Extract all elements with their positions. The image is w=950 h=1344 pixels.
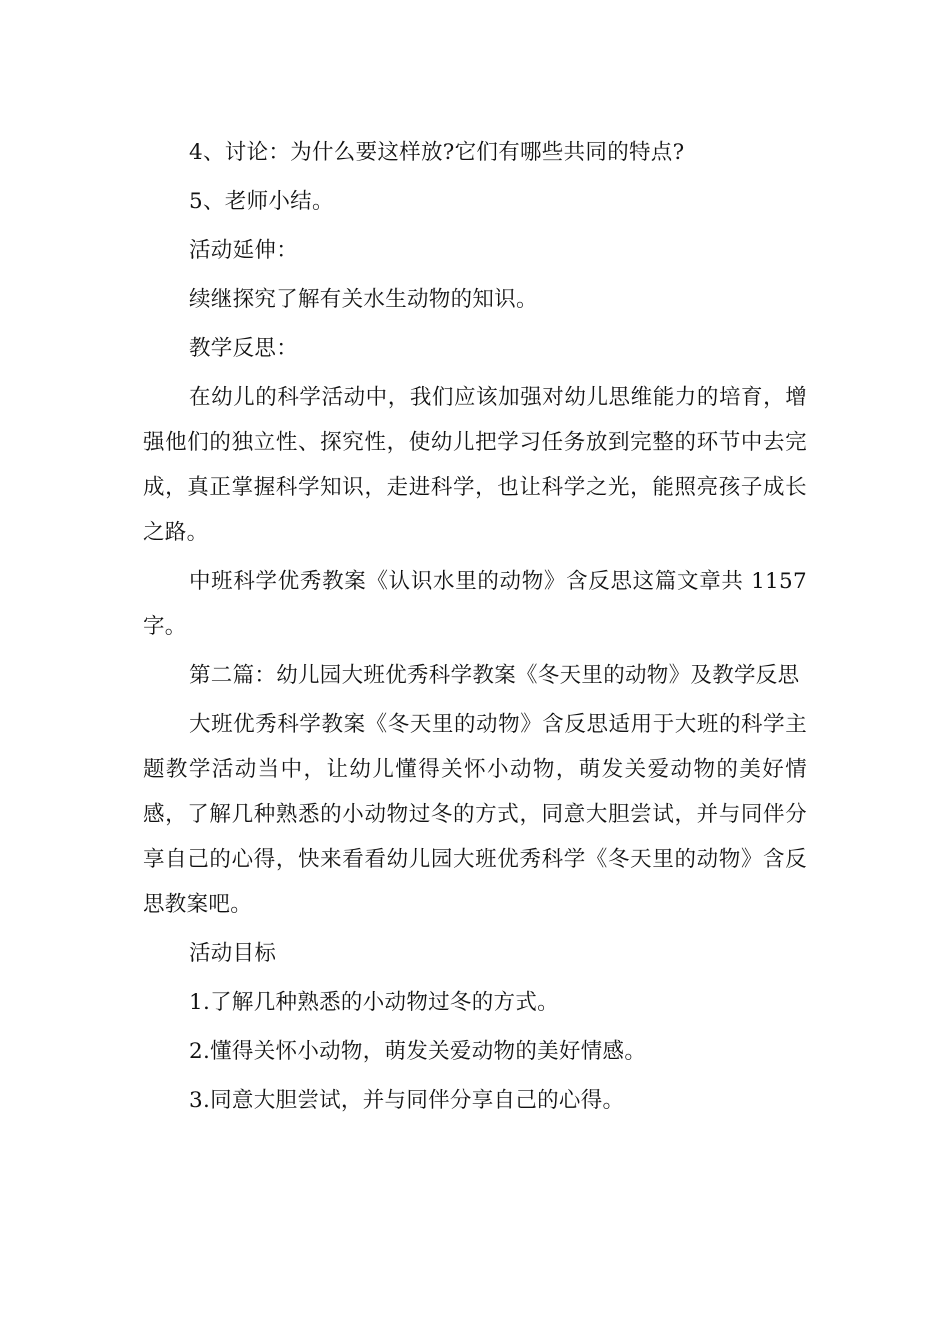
second-article-title: 第二篇：幼儿园大班优秀科学教案《冬天里的动物》及教学反思 [189, 663, 800, 688]
activity-extension-text: 续继探究了解有关水生动物的知识。 [189, 287, 538, 312]
goal-item-2: 2.懂得关怀小动物，萌发关爱动物的美好情感。 [189, 1039, 647, 1064]
activity-goals-heading: 活动目标 [189, 941, 277, 966]
activity-extension-heading: 活动延伸： [189, 238, 299, 263]
goal-item-1: 1.了解几种熟悉的小动物过冬的方式。 [189, 990, 559, 1015]
goal-item-3: 3.同意大胆尝试，并与同伴分享自己的心得。 [189, 1088, 625, 1113]
reflection-heading: 教学反思： [189, 336, 299, 361]
teacher-summary-step: 5、老师小结。 [189, 189, 334, 214]
reflection-text: 在幼儿的科学活动中，我们应该加强对幼儿思维能力的培育，增强他们的独立性、探究性，使幼儿把学习任务放到完整的环节中去完成，真正掌握科学知识，走进科学，也让科学之光，能照亮孩子成长之路。 [143, 385, 807, 545]
article-word-count: 中班科学优秀教案《认识水里的动物》含反思这篇文章共 1157 字。 [143, 569, 807, 639]
second-article-intro: 大班优秀科学教案《冬天里的动物》含反思适用于大班的科学主题教学活动当中，让幼儿懂得关怀小动物，萌发关爱动物的美好情感，了解几种熟悉的小动物过冬的方式，同意大胆尝试，并与同伴分享自己的心得，快来看看幼儿园大班优秀科学《冬天里的动物》含反思教案吧。 [143, 712, 807, 917]
document-body [143, 130, 807, 1127]
discussion-step: 4、讨论：为什么要这样放?它们有哪些共同的特点? [189, 140, 685, 165]
